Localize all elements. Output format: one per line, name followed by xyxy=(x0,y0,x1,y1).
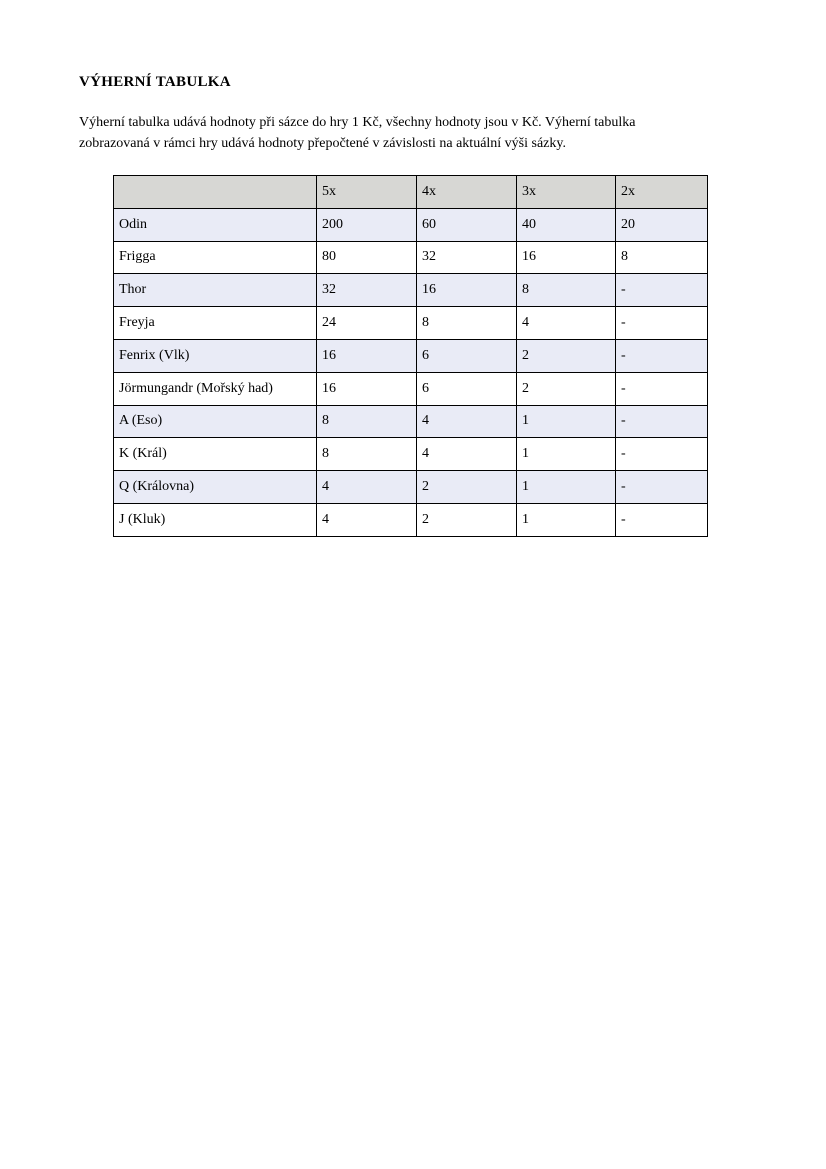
payout-cell: 2 xyxy=(517,339,616,372)
payout-cell: 20 xyxy=(616,208,708,241)
payout-table xyxy=(113,175,708,537)
payout-cell: 2 xyxy=(417,503,517,536)
row-label: Freyja xyxy=(114,307,317,340)
payout-cell: 4 xyxy=(517,307,616,340)
payout-cell: 40 xyxy=(517,208,616,241)
table-row xyxy=(114,208,708,241)
payout-cell: 200 xyxy=(317,208,417,241)
payout-cell: 8 xyxy=(616,241,708,274)
intro-paragraph-line-1: Výherní tabulka udává hodnoty při sázce do hry 1 Kč, všechny hodnoty jsou v Kč. Výherní tabulka xyxy=(79,115,636,130)
payout-cell: - xyxy=(616,471,708,504)
row-label: Thor xyxy=(114,274,317,307)
payout-cell: 6 xyxy=(417,339,517,372)
table-row xyxy=(114,241,708,274)
payout-cell: - xyxy=(616,503,708,536)
payout-cell: 4 xyxy=(417,438,517,471)
payout-cell: 6 xyxy=(417,372,517,405)
table-row xyxy=(114,438,708,471)
table-row xyxy=(114,471,708,504)
row-label: Jörmungandr (Mořský had) xyxy=(114,372,317,405)
table-row xyxy=(114,405,708,438)
payout-cell: 4 xyxy=(317,471,417,504)
payout-cell: - xyxy=(616,274,708,307)
payout-cell: 24 xyxy=(317,307,417,340)
payout-cell: 8 xyxy=(417,307,517,340)
payout-cell: 60 xyxy=(417,208,517,241)
payout-cell: 8 xyxy=(517,274,616,307)
row-label: A (Eso) xyxy=(114,405,317,438)
table-row xyxy=(114,339,708,372)
row-label: J (Kluk) xyxy=(114,503,317,536)
intro-paragraph xyxy=(79,113,769,154)
payout-cell: 4 xyxy=(317,503,417,536)
payout-cell: - xyxy=(616,339,708,372)
row-label: Odin xyxy=(114,208,317,241)
payout-cell: 32 xyxy=(417,241,517,274)
payout-cell: 16 xyxy=(317,372,417,405)
payout-cell: - xyxy=(616,405,708,438)
table-row xyxy=(114,503,708,536)
payout-cell: 16 xyxy=(317,339,417,372)
table-row xyxy=(114,307,708,340)
row-label: K (Král) xyxy=(114,438,317,471)
payout-cell: 8 xyxy=(317,405,417,438)
payout-cell: - xyxy=(616,438,708,471)
intro-paragraph-line-2: zobrazovaná v rámci hry udává hodnoty přepočtené v závislosti na aktuální výši sázky. xyxy=(79,135,566,151)
payout-cell: - xyxy=(616,372,708,405)
payout-cell: 2 xyxy=(517,372,616,405)
table-row xyxy=(114,274,708,307)
payout-cell: - xyxy=(616,307,708,340)
column-header-2x: 2x xyxy=(616,176,708,209)
table-header-row xyxy=(114,176,708,209)
payout-cell: 8 xyxy=(317,438,417,471)
page-title: VÝHERNÍ TABULKA xyxy=(79,74,231,90)
payout-cell: 1 xyxy=(517,471,616,504)
column-header-4x: 4x xyxy=(417,176,517,209)
payout-cell: 16 xyxy=(417,274,517,307)
table-row xyxy=(114,372,708,405)
payout-cell: 1 xyxy=(517,503,616,536)
payout-cell: 16 xyxy=(517,241,616,274)
column-header-5x: 5x xyxy=(317,176,417,209)
row-label: Frigga xyxy=(114,241,317,274)
payout-cell: 1 xyxy=(517,438,616,471)
payout-cell: 1 xyxy=(517,405,616,438)
corner-cell xyxy=(114,176,317,209)
payout-cell: 2 xyxy=(417,471,517,504)
row-label: Q (Královna) xyxy=(114,471,317,504)
row-label: Fenrix (Vlk) xyxy=(114,339,317,372)
payout-cell: 32 xyxy=(317,274,417,307)
column-header-3x: 3x xyxy=(517,176,616,209)
payout-cell: 4 xyxy=(417,405,517,438)
payout-cell: 80 xyxy=(317,241,417,274)
